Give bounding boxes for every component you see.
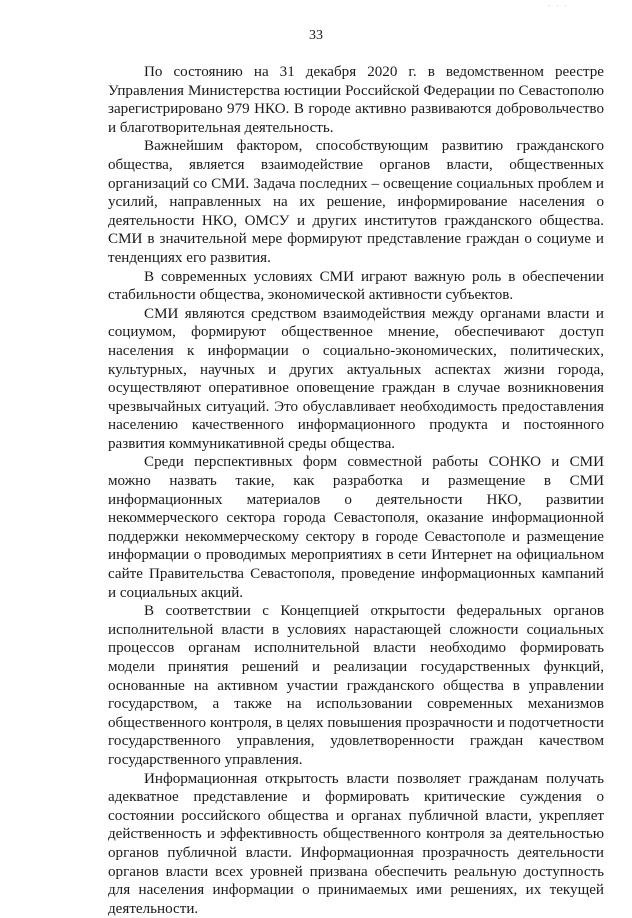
paragraph-media-role: В современных условиях СМИ играют важную роль в обеспечении стабильности общества, экономической активности субъектов. <box>108 268 604 304</box>
paragraph-information-openness: Информационная открытость власти позволяет гражданам получать адекватное представление и формировать критические суждения о состоянии российского общества и органах публичной власти, укрепляет действенность и эффективность общественного контроля за деятельностью органов публичной власти. Информационная прозрачность деятельности органов власти всех уровней призвана обеспечить реальную доступность для населения информации о принимаемых ими решениях, их текущей деятельности. <box>108 770 604 917</box>
page-number: 33 <box>309 28 323 43</box>
paragraph-nko-registry: По состоянию на 31 декабря 2020 г. в ведомственном реестре Управления Министерства юстиции Российской Федерации по Севастополю зарегистрировано 979 НКО. В городе активно развиваются добровольчество и благотворительная деятельность. <box>108 64 604 136</box>
paragraph-cooperation-forms: Среди перспективных форм совместной работы СОНКО и СМИ можно назвать такие, как разработка и размещение в СМИ информационных материалов о деятельности НКО, развитии некоммерческого сектора города Севастополя, оказание информационной поддержки некоммерческому сектору в городе Севастополе и размещение информации о проводимых мероприятиях в сети Интернет на официальном сайте Правительства Севастополя, проведение информационных кампаний и социальных акций. <box>108 454 604 601</box>
paragraph-media-function: СМИ являются средством взаимодействия между органами власти и социумом, формируют общественное мнение, обеспечивают доступ населения к информации о социально-экономических, политических, культурных, научных и других актуальных аспектах жизни города, осуществляют оперативное оповещение граждан в случае возникновения чрезвычайных ситуаций. Это обуславливает необходимость предоставления населению качественного информационного продукта и постоянного развития коммуникативной среды общества. <box>108 305 604 452</box>
paragraph-media-interaction: Важнейшим фактором, способствующим развитию гражданского общества, является взаимодействие органов власти, общественных организаций со СМИ. Задача последних – освещение социальных проблем и усилий, направленных на их решение, информирование населения о деятельности НКО, ОМСУ и других институтов гражданского общества. СМИ в значительной мере формируют представление граждан о социуме и тенденциях его развития. <box>108 138 604 266</box>
scan-artifact: · · · <box>548 2 569 10</box>
document-body <box>108 63 604 918</box>
paragraph-openness-concept: В соответствии с Концепцией открытости федеральных органов исполнительной власти в условиях нарастающей сложности социальных процессов органам исполнительной власти необходимо формировать модели принятия решений и реализации государственных функций, основанные на активном участии гражданского общества в управлении государством, а также на использовании современных механизмов общественного контроля, в целях повышения прозрачности и подотчетности государственного управления, удовлетворенности граждан качеством государственного управления. <box>108 603 604 768</box>
